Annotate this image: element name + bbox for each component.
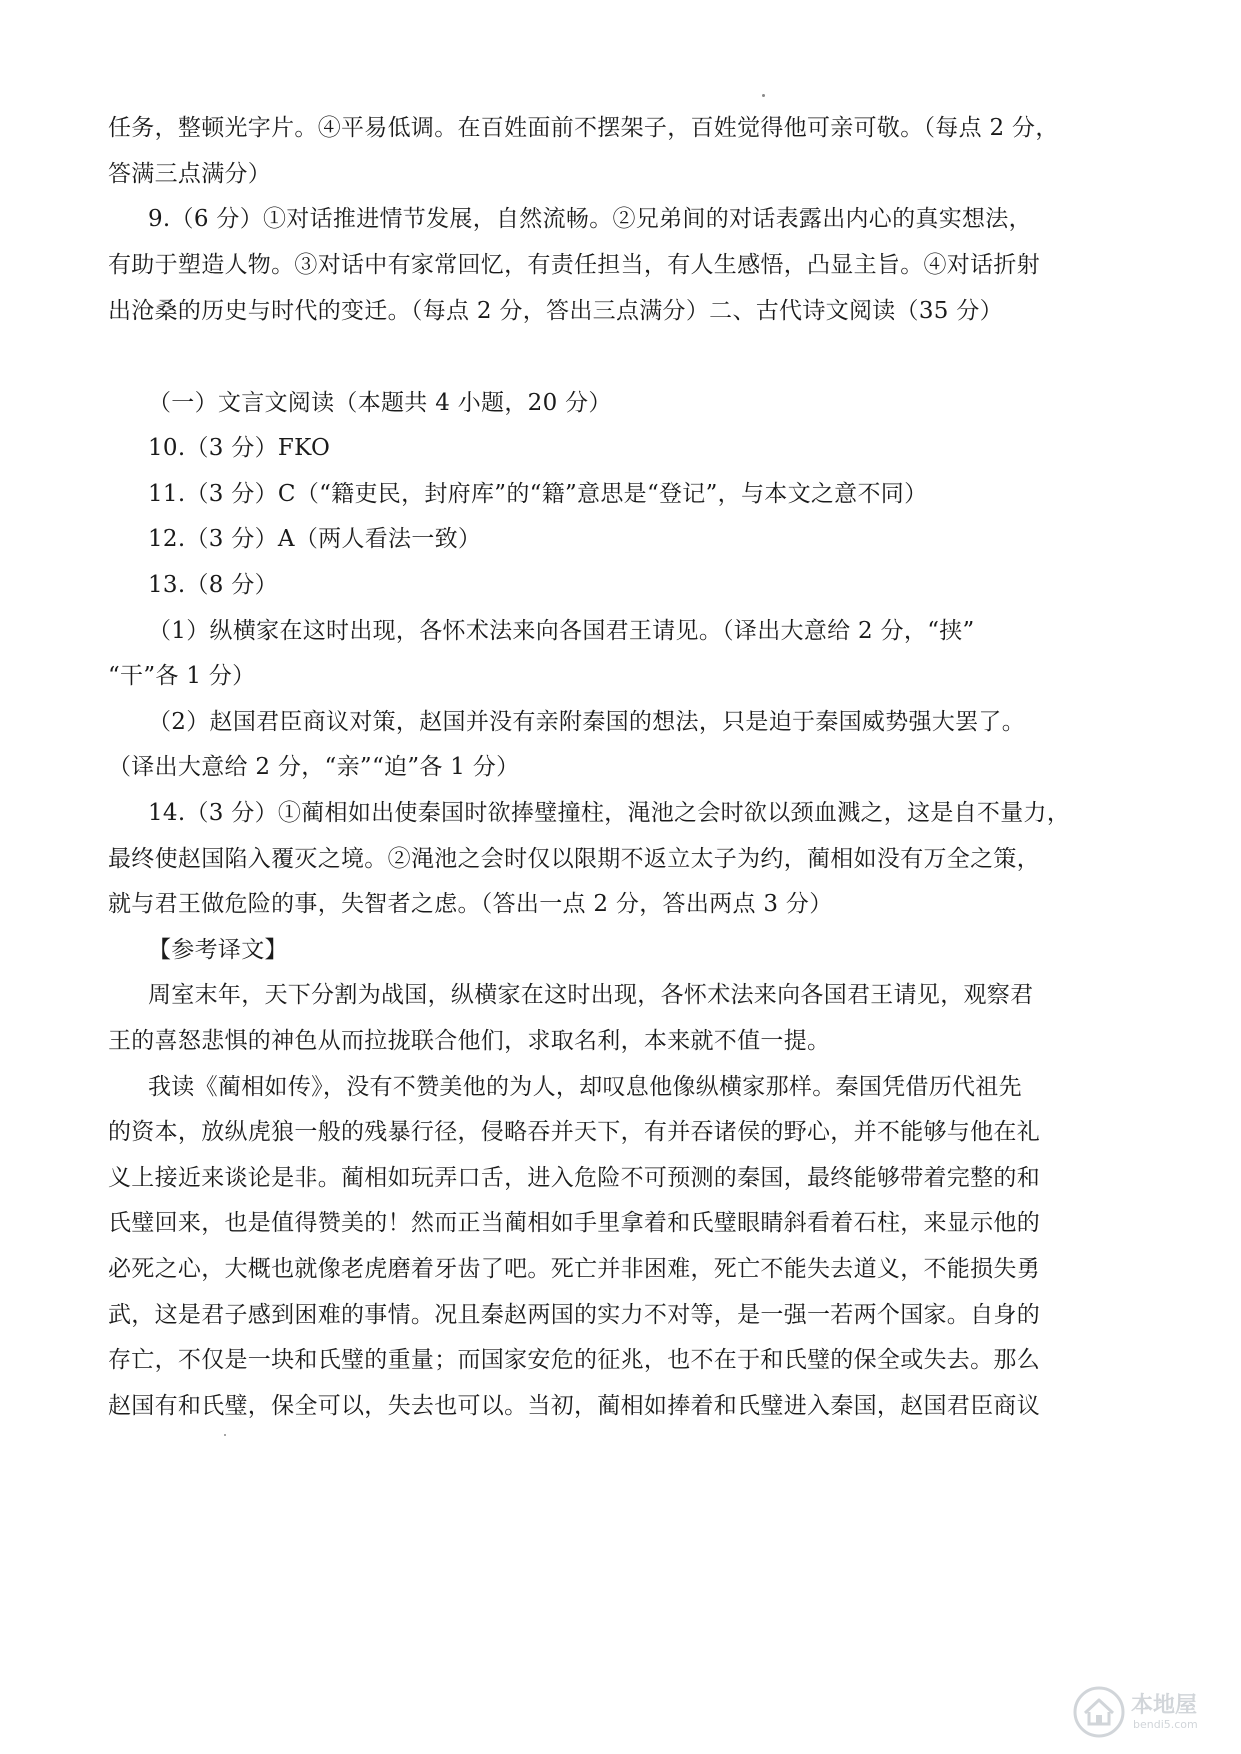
text-line: 10.（3 分）FKO — [148, 435, 331, 461]
text-line: 11.（3 分）C（“籍吏民，封府库”的“籍”意思是“登记”，与本文之意不同） — [148, 481, 928, 507]
text-line: 存亡，不仅是一块和氏璧的重量；而国家安危的征兆，也不在于和氏璧的保全或失去。那么 — [108, 1347, 1040, 1373]
scan-speck — [224, 1434, 226, 1436]
text-line: 武，这是君子感到困难的事情。况且秦赵两国的实力不对等，是一强一若两个国家。自身的 — [108, 1302, 1040, 1328]
watermark-name: 本地屋 — [1131, 1693, 1198, 1718]
text-line: 周室末年，天下分割为战国，纵横家在这时出现，各怀术法来向各国君王请见，观察君 — [148, 982, 1034, 1008]
text-line: （2）赵国君臣商议对策，赵国并没有亲附秦国的想法，只是迫于秦国威势强大罢了。 — [148, 709, 1026, 735]
watermark-url: bendi5.com — [1133, 1718, 1198, 1731]
text-line: 任务，整顿光字片。④平易低调。在百姓面前不摆架子，百姓觉得他可亲可敬。（每点 2 分， — [108, 115, 1059, 141]
text-line: 答满三点满分） — [108, 161, 272, 187]
text-line: 9.（6 分）①对话推进情节发展，自然流畅。②兄弟间的对话表露出内心的真实想法， — [148, 206, 1032, 232]
text-line: 王的喜怒悲惧的神色从而拉拢联合他们，求取名利，本来就不值一提。 — [108, 1028, 831, 1054]
text-line: 14.（3 分）①蔺相如出使秦国时欲捧璧撞柱，渑池之会时欲以颈血溅之，这是自不量力， — [148, 800, 1071, 826]
text-line: 13.（8 分） — [148, 572, 278, 598]
house-icon — [1073, 1686, 1125, 1738]
text-line: 氏璧回来，也是值得赞美的！然而正当蔺相如手里拿着和氏璧眼睛斜看着石柱，来显示他的 — [108, 1210, 1040, 1236]
text-line: 有助于塑造人物。③对话中有家常回忆，有责任担当，有人生感悟，凸显主旨。④对话折射 — [108, 252, 1040, 278]
text-line: 必死之心，大概也就像老虎磨着牙齿了吧。死亡并非困难，死亡不能失去道义，不能损失勇 — [108, 1256, 1040, 1282]
text-line: （1）纵横家在这时出现，各怀术法来向各国君王请见。（译出大意给 2 分，“挟” — [148, 618, 975, 644]
text-line: 就与君王做危险的事，失智者之虑。（答出一点 2 分，答出两点 3 分） — [108, 891, 833, 917]
reference-translation-heading: 【参考译文】 — [148, 937, 288, 963]
section-heading: （一）文言文阅读（本题共 4 小题，20 分） — [148, 390, 612, 416]
text-line: 出沧桑的历史与时代的变迁。（每点 2 分，答出三点满分）二、古代诗文阅读（35 分） — [108, 298, 1003, 324]
text-line: （译出大意给 2 分，“亲”“迫”各 1 分） — [108, 754, 520, 780]
text-line: 的资本，放纵虎狼一般的残暴行径，侵略吞并天下，有并吞诸侯的野心，并不能够与他在礼 — [108, 1119, 1040, 1145]
text-line: 赵国有和氏璧，保全可以，失去也可以。当初，蔺相如捧着和氏璧进入秦国，赵国君臣商议 — [108, 1393, 1040, 1419]
text-line: 12.（3 分）A（两人看法一致） — [148, 526, 482, 552]
text-line: 最终使赵国陷入覆灭之境。②渑池之会时仅以限期不返立太子为约，蔺相如没有万全之策， — [108, 846, 1040, 872]
text-line: 义上接近来谈论是非。蔺相如玩弄口舌，进入危险不可预测的秦国，最终能够带着完整的和 — [108, 1165, 1040, 1191]
scan-speck — [762, 94, 765, 97]
site-watermark — [1073, 1682, 1223, 1744]
text-line: 我读《蔺相如传》，没有不赞美他的为人，却叹息他像纵横家那样。秦国凭借历代祖先 — [148, 1074, 1022, 1100]
text-line: “干”各 1 分） — [108, 663, 256, 689]
